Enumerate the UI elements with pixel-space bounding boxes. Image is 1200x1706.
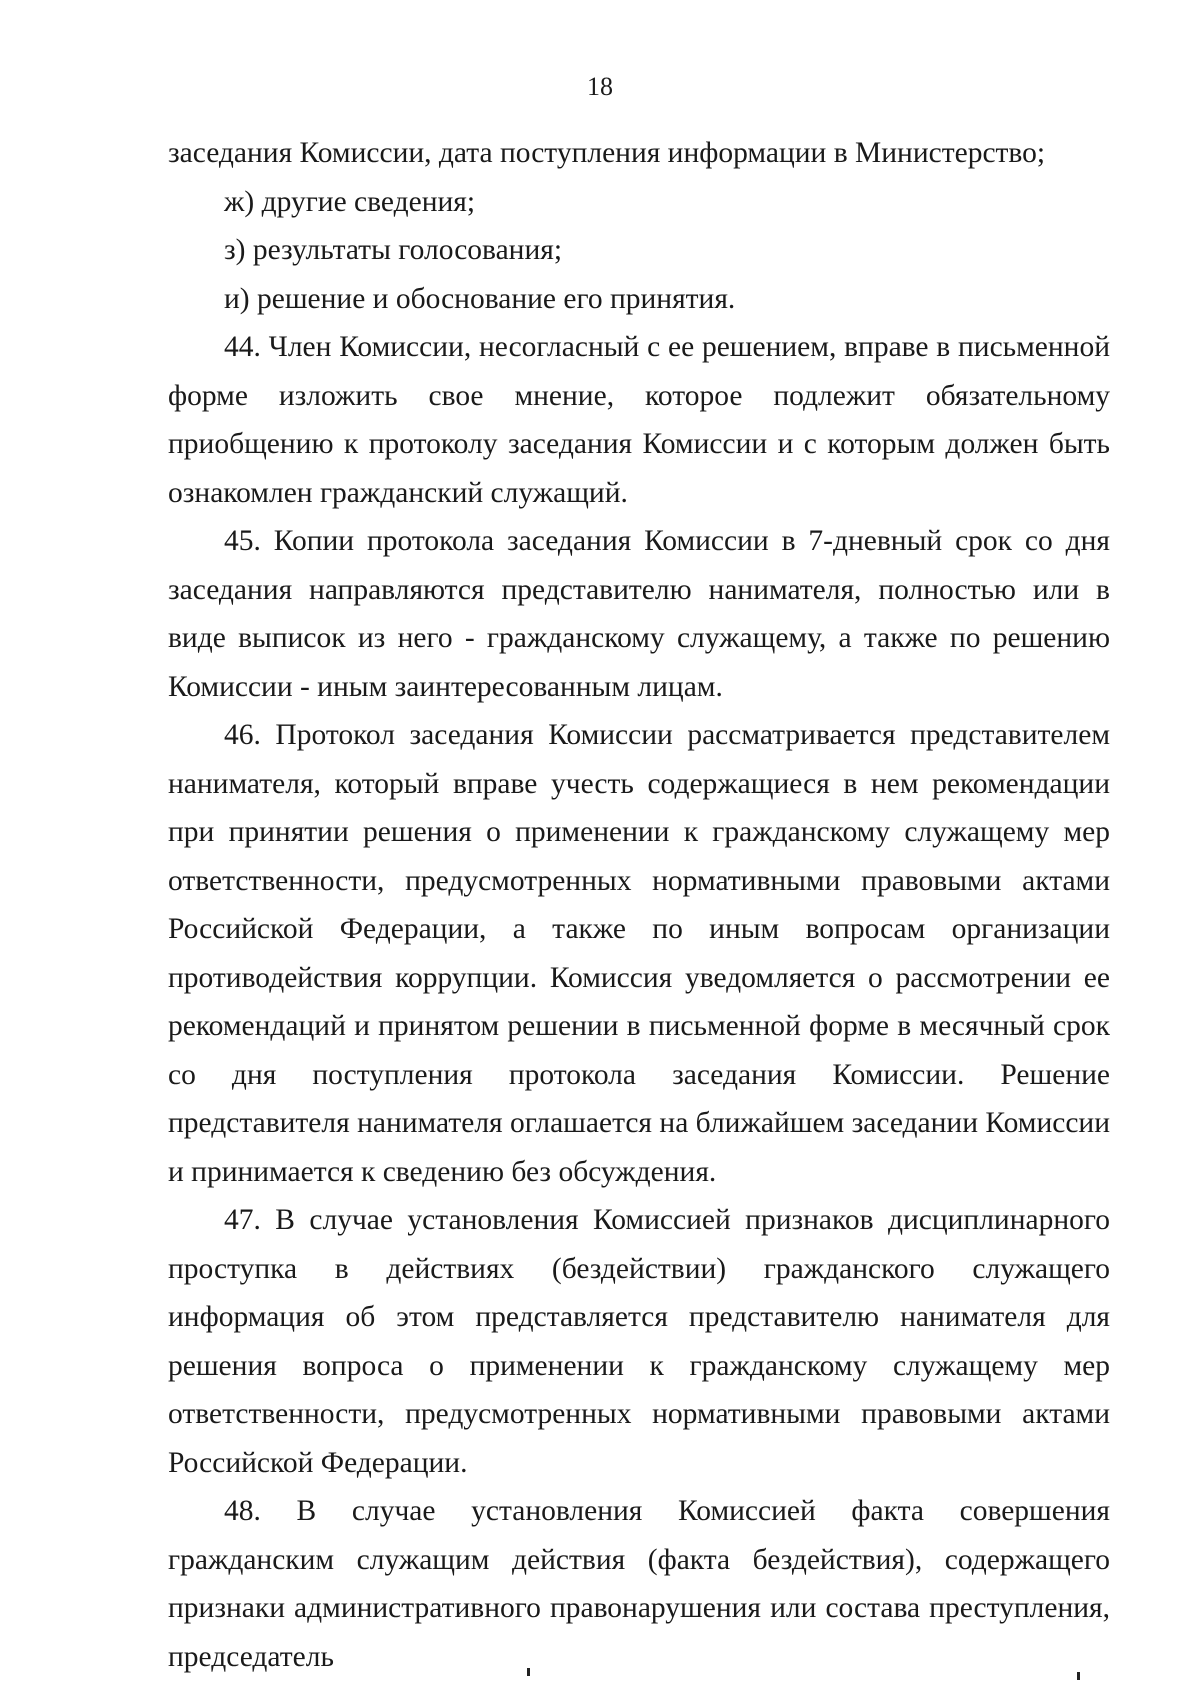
paragraph-47: 47. В случае установления Комиссией признаков дисциплинарного проступка в действиях (бездействии) гражданского служащего информация об этом представляется представителю нанимателя для решения вопроса о применении к гражданскому служащему мер ответственности, предусмотренных нормативными правовыми актами Российской Федерации.	[168, 1204, 1110, 1479]
paragraph-44: 44. Член Комиссии, несогласный с ее решением, вправе в письменной форме изложить свое мнение, которое подлежит обязательному приобщению к протоколу заседания Комиссии и с которым должен быть ознакомлен гражданский служащий.	[168, 331, 1110, 509]
list-item-z: з) результаты голосования;	[224, 234, 563, 266]
paragraph-continuation: заседания Комиссии, дата поступления информации в Министерство;	[168, 137, 1046, 169]
paragraph-48: 48. В случае установления Комиссией факта совершения гражданским служащим действия (факта бездействия), содержащего признаки административного правонарушения или состава преступления, председатель	[168, 1495, 1110, 1673]
scan-mark	[1077, 1672, 1080, 1680]
scan-mark	[527, 1668, 530, 1676]
document-body	[168, 129, 1110, 1681]
list-item-i: и) решение и обоснование его принятия.	[224, 282, 736, 315]
paragraph-45: 45. Копии протокола заседания Комиссии в 7-дневный срок со дня заседания направляются представителю нанимателя, полностью или в виде выписок из него - гражданскому служащему, а также по решению Комиссии - иным заинтересованным лицам.	[168, 525, 1110, 703]
page-number: 18	[587, 72, 613, 101]
paragraph-46: 46. Протокол заседания Комиссии рассматривается представителем нанимателя, который вправе учесть содержащиеся в нем рекомендации при принятии решения о применении к гражданскому служащему мер ответственности, предусмотренных нормативными правовыми актами Российской Федерации, а также по иным вопросам организации противодействия коррупции. Комиссия уведомляется о рассмотрении ее рекомендаций и принятом решении в письменной форме в месячный срок со дня поступления протокола заседания Комиссии. Решение представителя нанимателя оглашается на ближайшем заседании Комиссии и принимается к сведению без обсуждения.	[168, 719, 1110, 1188]
list-item-zh: ж) другие сведения;	[224, 185, 476, 218]
